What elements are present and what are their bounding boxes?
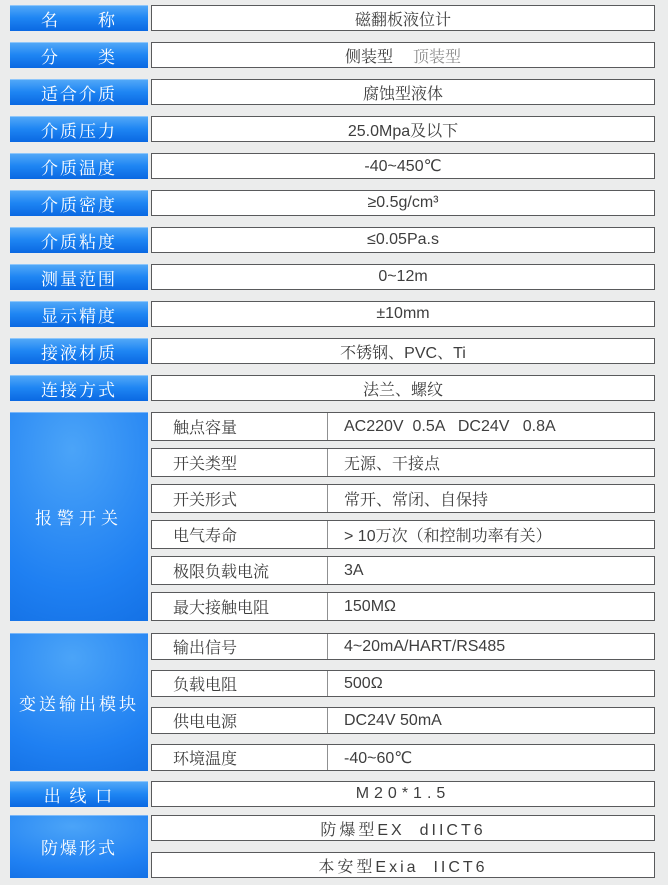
spec-row-medium-viscosity	[10, 227, 655, 253]
sub-label: 开关类型	[152, 449, 328, 476]
spec-row-medium-density	[10, 190, 655, 216]
section-label: 报警开关	[10, 412, 148, 621]
spec-row-suitable-medium	[10, 79, 655, 105]
row-label: 测量范围	[10, 264, 148, 290]
row-label: 介质密度	[10, 190, 148, 216]
classification-secondary: 顶装型	[413, 48, 462, 66]
spec-row-measuring-range	[10, 264, 655, 290]
sub-label: 电气寿命	[152, 521, 328, 548]
row-value: 0~12m	[151, 264, 655, 290]
sub-row	[151, 633, 655, 660]
sub-value: AC220V 0.5A DC24V 0.8A	[344, 417, 556, 435]
section-label: 防爆形式	[10, 815, 148, 878]
sub-label: 供电电源	[152, 708, 328, 733]
section-label: 变送输出模块	[10, 633, 148, 771]
alarm-switch-section	[10, 412, 655, 621]
row-label: 显示精度	[10, 301, 148, 327]
row-value: 法兰、螺纹	[151, 375, 655, 401]
spec-row-connection-type	[10, 375, 655, 401]
row-value: ±10mm	[151, 301, 655, 327]
sub-value: DC24V 50mA	[344, 711, 442, 729]
classification-primary: 侧装型	[344, 48, 393, 66]
sub-label: 负载电阻	[152, 671, 328, 696]
spec-row-display-accuracy	[10, 301, 655, 327]
sub-row	[151, 670, 655, 697]
sub-value: > 10万次（和控制功率有关）	[344, 528, 552, 545]
spec-row-name	[10, 5, 655, 31]
sub-label: 极限负载电流	[152, 557, 328, 584]
row-value: ≤0.05Pa.s	[151, 227, 655, 253]
spec-row-classification	[10, 42, 655, 68]
explosion-proof-section	[10, 815, 655, 878]
row-value: 腐蚀型液体	[151, 79, 655, 105]
explosion-proof-type: 本安型Exia IICT6	[151, 852, 655, 878]
row-label: 名 称	[10, 5, 148, 31]
sub-row	[151, 448, 655, 477]
explosion-proof-rows	[151, 815, 655, 878]
row-label: 连接方式	[10, 375, 148, 401]
sub-row	[151, 744, 655, 771]
sub-label: 输出信号	[152, 634, 328, 659]
sub-value: 500Ω	[344, 674, 383, 692]
alarm-switch-rows	[151, 412, 655, 621]
row-value: 磁翻板液位计	[151, 5, 655, 31]
sub-value: 3A	[344, 561, 364, 579]
row-label: 分 类	[10, 42, 148, 68]
row-value: M20*1.5	[151, 781, 655, 807]
spec-row-medium-pressure	[10, 116, 655, 142]
sub-label: 触点容量	[152, 413, 328, 440]
sub-label: 环境温度	[152, 745, 328, 770]
sub-row	[151, 556, 655, 585]
spec-row-wetted-material	[10, 338, 655, 364]
sub-value: 常开、常闭、自保持	[344, 492, 489, 509]
sub-value: -40~60℃	[344, 749, 413, 767]
sub-row	[151, 412, 655, 441]
sub-row	[151, 707, 655, 734]
row-label: 适合介质	[10, 79, 148, 105]
row-value: 不锈钢、PVC、Ti	[151, 338, 655, 364]
sub-row	[151, 592, 655, 621]
sub-row	[151, 484, 655, 513]
explosion-proof-type: 防爆型EX dIICT6	[151, 815, 655, 841]
row-label: 出 线 口	[10, 781, 148, 807]
spec-row-cable-entry	[10, 781, 655, 807]
row-label: 介质粘度	[10, 227, 148, 253]
row-label: 接液材质	[10, 338, 148, 364]
row-label: 介质温度	[10, 153, 148, 179]
sub-row	[151, 520, 655, 549]
sub-value: 无源、干接点	[344, 456, 441, 473]
row-value: ≥0.5g/cm³	[151, 190, 655, 216]
sub-label: 最大接触电阻	[152, 593, 328, 620]
row-value: 25.0Mpa及以下	[151, 116, 655, 142]
transmitter-module-section	[10, 633, 655, 771]
sub-value: 4~20mA/HART/RS485	[344, 637, 506, 655]
row-value: -40~450℃	[151, 153, 655, 179]
row-label: 介质压力	[10, 116, 148, 142]
sub-value: 150MΩ	[344, 597, 396, 615]
transmitter-module-rows	[151, 633, 655, 771]
row-value	[151, 42, 655, 68]
sub-label: 开关形式	[152, 485, 328, 512]
spec-row-medium-temperature	[10, 153, 655, 179]
